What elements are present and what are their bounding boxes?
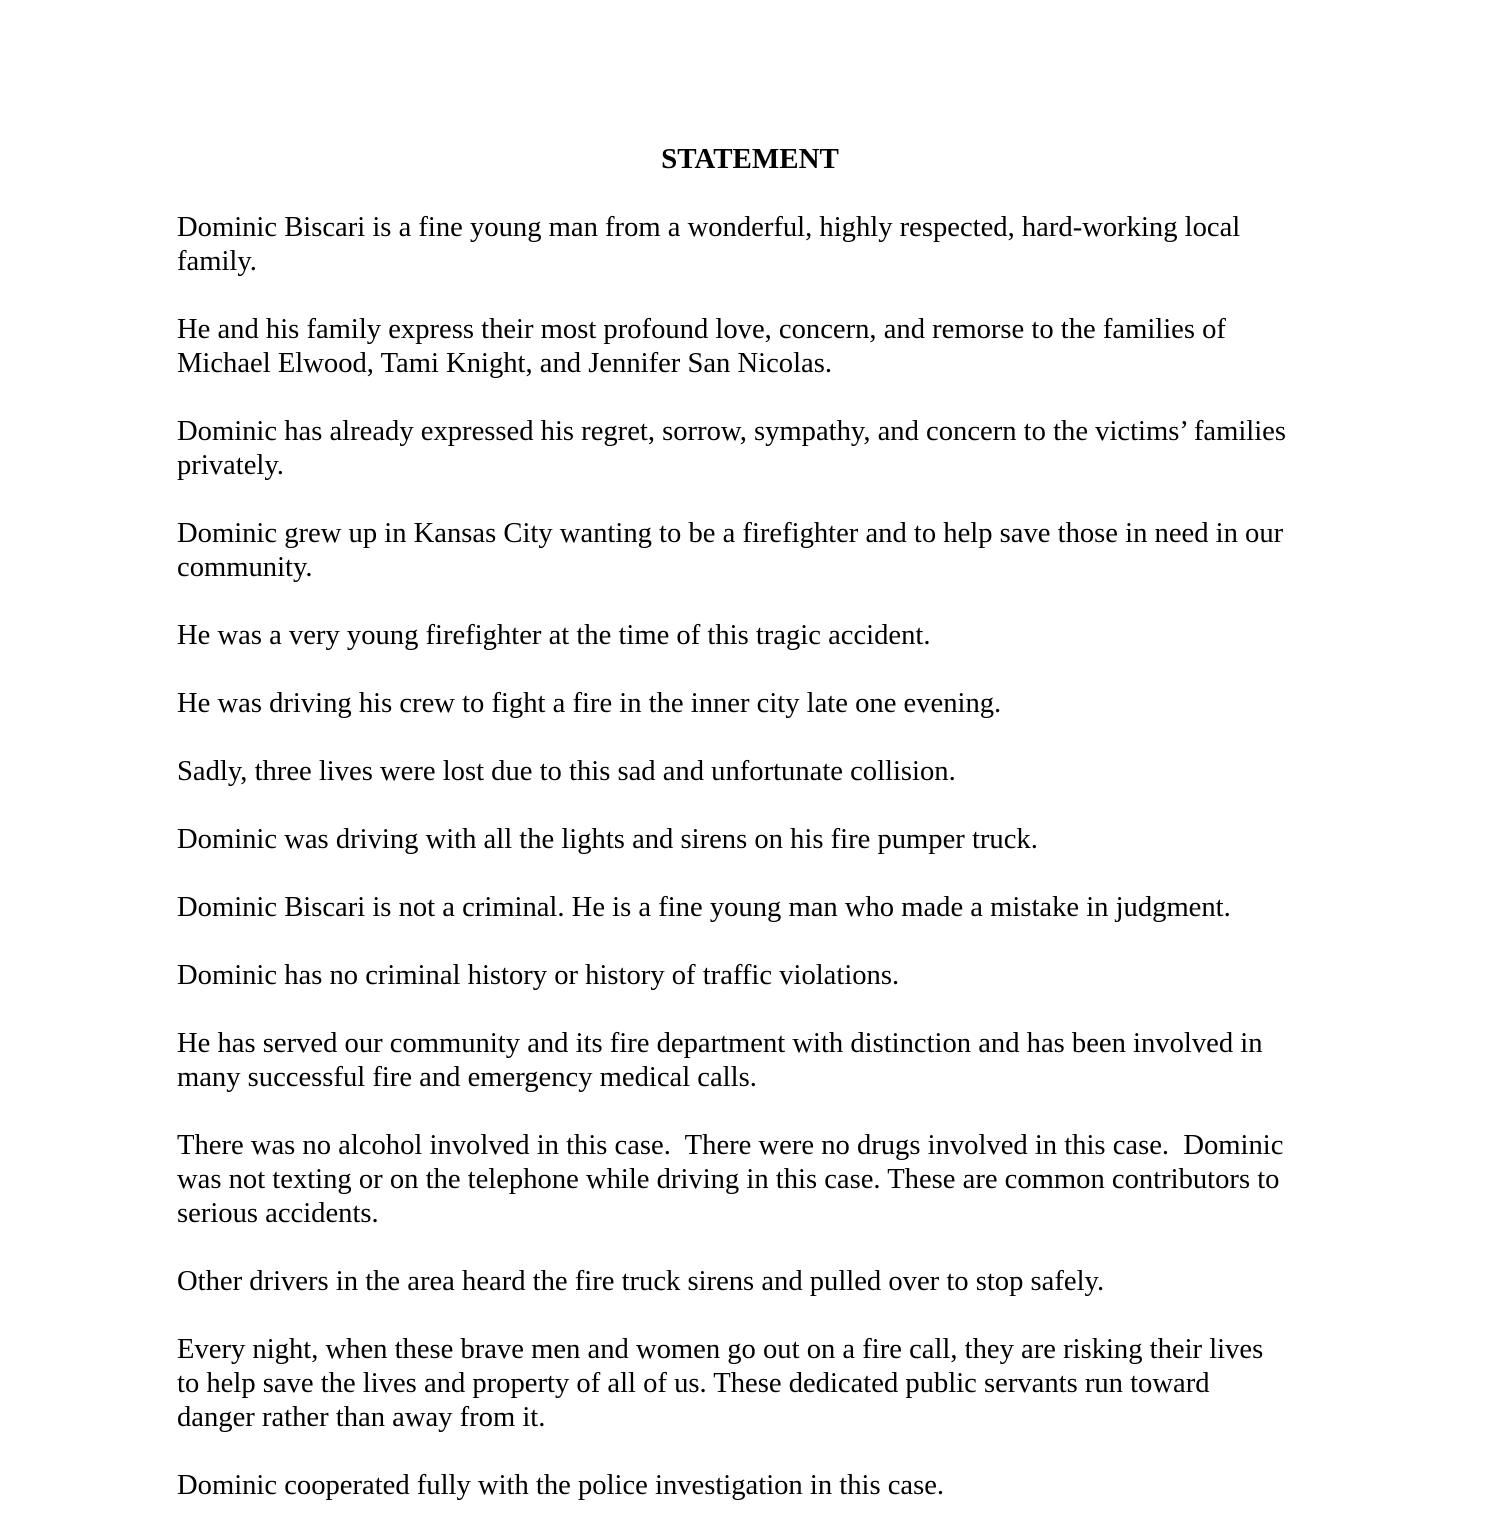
paragraph-9: Dominic Biscari is not a criminal. He is a fine young man who made a mistake in judgment. (177, 892, 1231, 923)
document-body (177, 211, 1337, 1537)
paragraph-2: He and his family express their most profound love, concern, and remorse to the families of Michael Elwood, Tami Knight, and Jennifer San Nicolas. (177, 314, 1226, 379)
paragraph-3: Dominic has already expressed his regret, sorrow, sympathy, and concern to the victims’ families privately. (177, 416, 1286, 481)
paragraph-7: Sadly, three lives were lost due to this sad and unfortunate collision. (177, 756, 956, 787)
paragraph-6: He was driving his crew to fight a fire in the inner city late one evening. (177, 688, 1002, 719)
document-title: STATEMENT (661, 143, 839, 175)
paragraph-12: There was no alcohol involved in this case. There were no drugs involved in this case. Dominic was not texting or on the telephone while driving in this case. These are common contributors to serious accidents. (177, 1130, 1284, 1229)
paragraph-10: Dominic has no criminal history or history of traffic violations. (177, 960, 900, 991)
paragraph-1: Dominic Biscari is a fine young man from a wonderful, highly respected, hard-working local family. (177, 212, 1241, 277)
paragraph-15: Dominic cooperated fully with the police investigation in this case. (177, 1470, 945, 1501)
paragraph-4: Dominic grew up in Kansas City wanting to be a firefighter and to help save those in need in our community. (177, 518, 1284, 583)
paragraph-5: He was a very young firefighter at the time of this tragic accident. (177, 620, 931, 651)
paragraph-14: Every night, when these brave men and women go out on a fire call, they are risking their lives to help save the lives and property of all of us. These dedicated public servants run toward danger rather than away from it. (177, 1334, 1264, 1433)
paragraph-8: Dominic was driving with all the lights and sirens on his fire pumper truck. (177, 824, 1038, 855)
paragraph-11: He has served our community and its fire department with distinction and has been involved in many successful fire and emergency medical calls. (177, 1028, 1263, 1093)
paragraph-13: Other drivers in the area heard the fire truck sirens and pulled over to stop safely. (177, 1266, 1105, 1297)
